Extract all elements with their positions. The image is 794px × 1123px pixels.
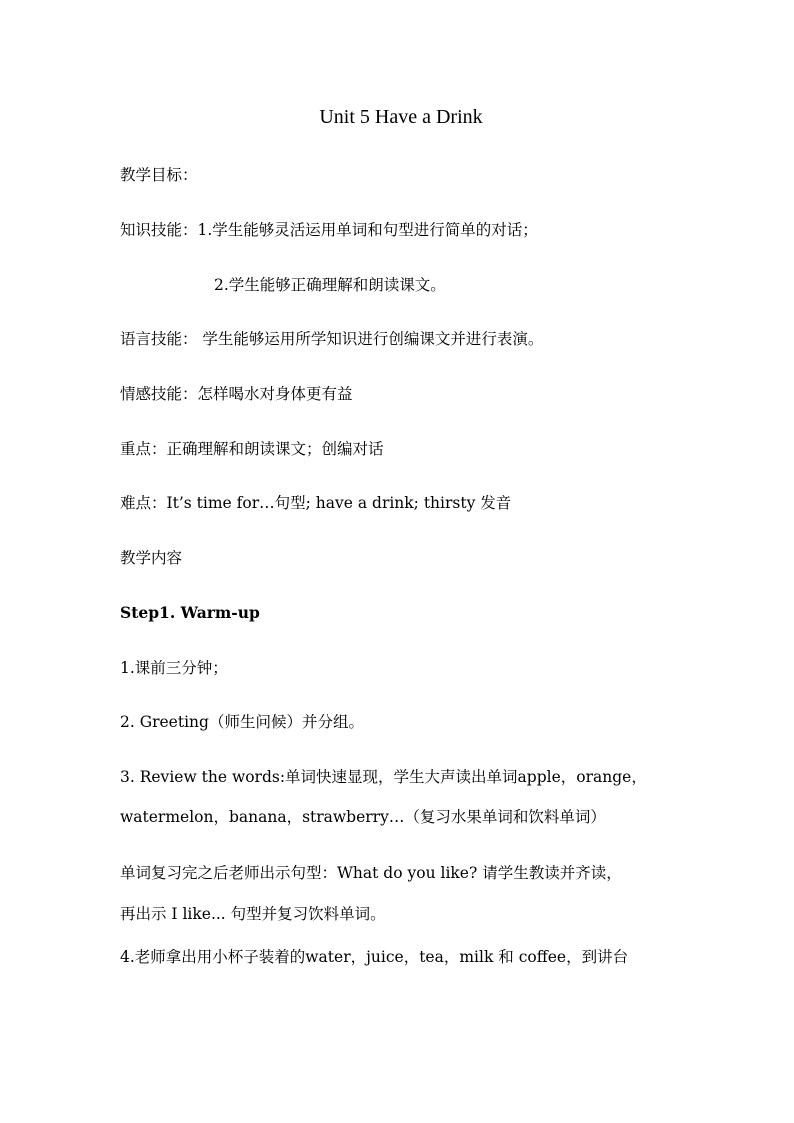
document-title: Unit 5 Have a Drink bbox=[319, 106, 483, 128]
knowledge-skills-line: 知识技能：1.学生能够灵活运用单词和句型进行简单的对话； bbox=[120, 221, 538, 239]
step1-item-1: 1.课前三分钟； bbox=[120, 659, 228, 677]
step1-item-3-continued: watermelon，banana，strawberry…（复习水果单词和饮料单词） bbox=[120, 808, 606, 826]
step1-item-3: 3. Review the words:单词快速显现，学生大声读出单词apple，orange， bbox=[120, 768, 647, 786]
sentence-review-line-continued: 再出示 I like... 句型并复习饮料单词。 bbox=[120, 905, 386, 923]
emotional-skills-line: 情感技能：怎样喝水对身体更有益 bbox=[120, 385, 353, 403]
sentence-review-line: 单词复习完之后老师出示句型：What do you like? 请学生教读并齐读， bbox=[120, 864, 622, 882]
difficult-points-line: 难点：It’s time for…句型; have a drink; thirsty 发音 bbox=[120, 494, 512, 512]
step1-heading: Step1. Warm-up bbox=[120, 603, 260, 622]
section-heading-teaching-content: 教学内容 bbox=[120, 549, 183, 567]
key-points-line: 重点：正确理解和朗读课文；创编对话 bbox=[120, 440, 384, 458]
language-skills-line: 语言技能： 学生能够运用所学知识进行创编课文并进行表演。 bbox=[120, 330, 544, 348]
knowledge-skills-line-2: 2.学生能够正确理解和朗读课文。 bbox=[214, 276, 446, 294]
step1-item-2: 2. Greeting（师生问候）并分组。 bbox=[120, 713, 364, 731]
step1-item-4: 4.老师拿出用小杯子装着的water，juice，tea，milk 和 coffee，到讲台 bbox=[120, 948, 629, 966]
section-heading-teaching-goals: 教学目标： bbox=[120, 166, 198, 184]
